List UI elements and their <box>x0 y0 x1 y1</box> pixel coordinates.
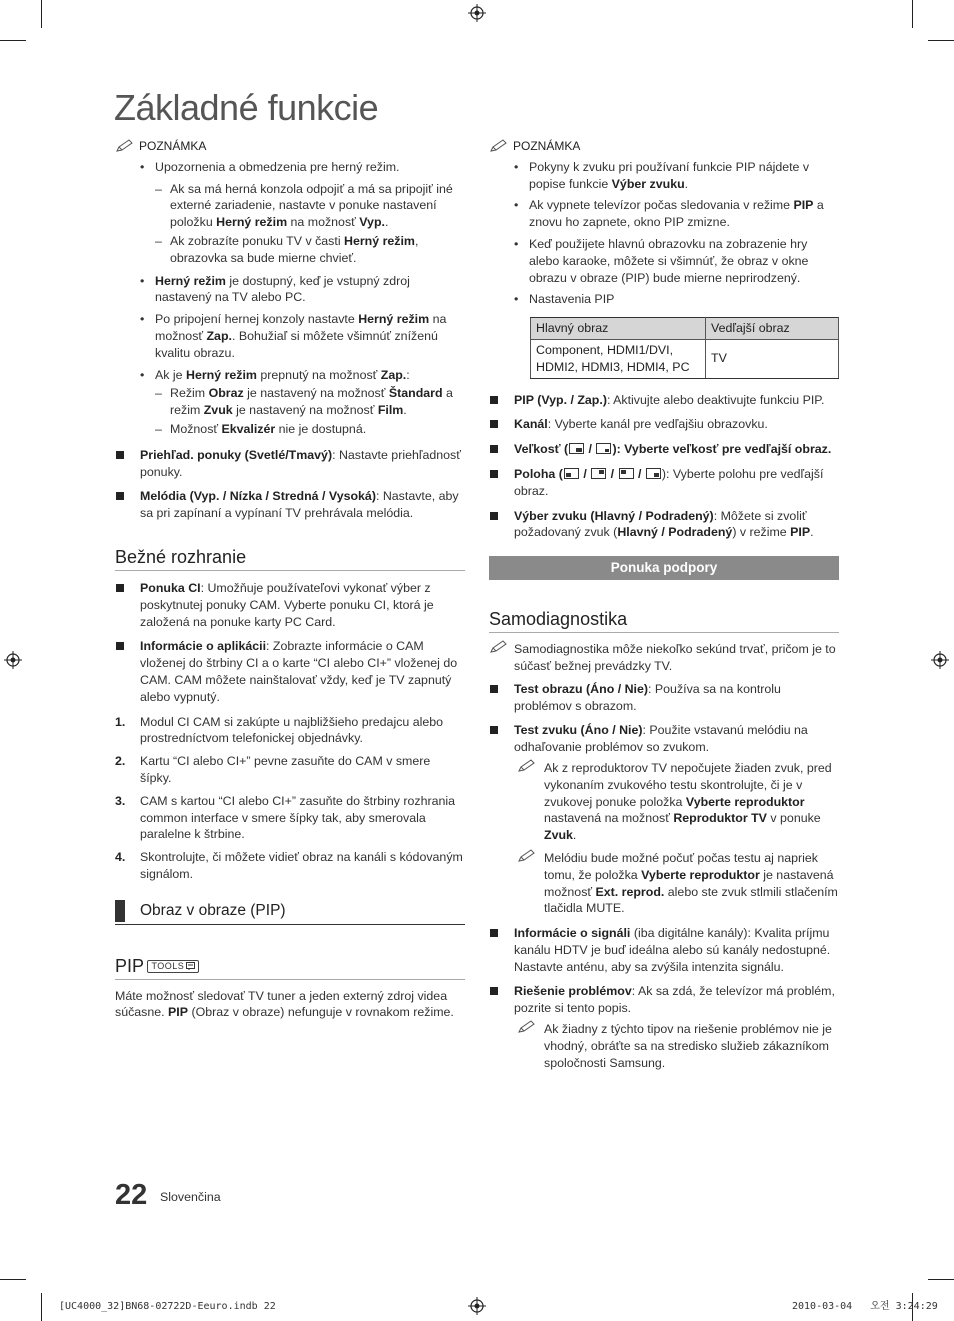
menu-option: Výber zvuku (Hlavný / Podradený): Môžete si zvoliť požadovaný zvuk (Hlavný / Podradený) v režime PIP. <box>489 508 839 542</box>
list-item: • Upozornenia a obmedzenia pre herný režim. <box>140 159 400 174</box>
menu-option: Priehľad. ponuky (Svetlé/Tmavý): Nastavte priehľadnosť ponuky. <box>115 447 465 481</box>
menu-option: Ponuka CI: Umožňuje používateľovi vykonať výber z poskytnutej ponuky CAM. Vyberte ponuku CI, ktorá je založená na ponuke karty PC Card. <box>115 580 465 630</box>
section-marker <box>115 900 125 922</box>
list-item: • Ak je Herný režim prepnutý na možnosť Zap.: <box>140 367 410 382</box>
menu-option: Poloha ( / / / ): Vyberte polohu pre vedľajší obraz. <box>489 466 839 500</box>
note: Ak z reproduktorov TV nepočujete žiaden zvuk, pred vykonaním zvukového testu skontrolujte, či je v zvukovej ponuke položka Vyberte reproduktor nastavená na možnosť Reproduktor TV v ponuke Zvuk. <box>489 760 839 844</box>
table-cell: Component, HDMI1/DVI, HDMI2, HDMI3, HDMI4, PC <box>531 339 706 378</box>
crop-mark <box>0 1279 26 1280</box>
numbered-step: 1. Modul CI CAM si zakúpte u najbližšieho predajcu alebo prostredníctvom telefonickej objednávky. <box>115 714 444 746</box>
registration-mark-icon <box>931 651 949 669</box>
section-heading-pip: Obraz v obraze (PIP) <box>115 902 465 925</box>
section-heading-self-diagnosis: Samodiagnostika <box>489 608 839 633</box>
pip-position-bottom-left-icon <box>564 468 579 479</box>
list-item: • Pokyny k zvuku pri používaní funkcie PIP nájdete v popise funkcie Výber zvuku. <box>514 159 810 191</box>
pip-settings-table <box>530 317 839 378</box>
menu-option: Informácie o signáli (iba digitálne kanály): Kvalita príjmu kanálu HDTV je buď ideálna alebo sú kanály nedostupné. Nastavte anténu, aby sa zvýšila intenzita signálu. <box>489 925 839 975</box>
list-item: • Keď použijete hlavnú obrazovku na zobrazenie hry alebo karaoke, môžete si všimnúť, že obraz v okne obrazu v obraze (PIP) bude mierne neprirodzený. <box>514 236 809 285</box>
section-heading-common-interface: Bežné rozhranie <box>115 546 465 571</box>
note-pencil-icon <box>489 640 509 654</box>
pip-heading: PIP TOOLS <box>115 955 465 980</box>
menu-option: Riešenie problémov: Ak sa zdá, že televízor má problém, pozrite si tento popis. <box>489 983 839 1017</box>
tools-menu-icon <box>186 962 195 970</box>
pip-size-small-icon <box>596 443 611 454</box>
note-heading <box>115 138 465 155</box>
crop-mark <box>41 1293 42 1321</box>
note-heading <box>489 138 839 155</box>
note-pencil-icon <box>517 759 537 773</box>
pip-position-top-right-icon <box>591 468 606 479</box>
language-label: Slovenčina <box>160 1190 221 1204</box>
registration-mark-icon <box>468 1297 486 1315</box>
list-item: – Ak sa má herná konzola odpojiť a má sa pripojiť iné externé zariadenie, nastavte v ponuke nastavení položku Herný režim na možnosť Vyp.. <box>155 181 453 230</box>
tools-badge: TOOLS <box>147 960 199 973</box>
print-footer-right: 2010-03-04 오전 3:24:29 <box>792 1301 938 1312</box>
note-label: POZNÁMKA <box>139 139 207 153</box>
list-item: • Po pripojení hernej konzoly nastavte Herný režim na možnosť Zap.. Bohužiaľ si môžete všimnúť zníženú kvalitu obrazu. <box>140 312 447 360</box>
list-item: – Režim Obraz je nastavený na možnosť Štandard a režim Zvuk je nastavený na možnosť Film. <box>155 386 453 418</box>
crop-mark <box>928 1279 954 1280</box>
pip-position-top-left-icon <box>619 468 634 479</box>
crop-mark <box>912 0 913 28</box>
list-item: • Herný režim je dostupný, keď je vstupný zdroj nastavený na TV alebo PC. <box>140 273 410 305</box>
numbered-step: 2. Kartu “CI alebo CI+” pevne zasuňte do CAM v smere šípky. <box>115 754 431 785</box>
list-item: – Možnosť Ekvalizér nie je dostupná. <box>155 421 367 436</box>
menu-option: Melódia (Vyp. / Nízka / Stredná / Vysoká): Nastavte, aby sa pri zapínaní a vypínaní TV prehrávala melódia. <box>115 488 465 522</box>
note-pencil-icon <box>115 139 135 153</box>
page-title: Základné funkcie <box>114 87 379 128</box>
menu-option: Veľkosť ( / ): Vyberte veľkosť pre vedľajší obraz. <box>489 441 839 458</box>
note-pencil-icon <box>517 849 537 863</box>
crop-mark <box>0 40 26 41</box>
list-item: • Ak vypnete televízor počas sledovania v režime PIP a znovu ho zapnete, okno PIP zmizne. <box>514 198 824 230</box>
note-pencil-icon <box>517 1020 537 1034</box>
menu-option: Test zvuku (Áno / Nie): Použite vstavanú melódiu na odhaľovanie problémov so zvukom. <box>489 722 839 756</box>
menu-option: Kanál: Vyberte kanál pre vedľajšiu obrazovku. <box>489 416 839 433</box>
pip-position-bottom-right-icon <box>646 468 661 479</box>
numbered-step: 4. Skontrolujte, či môžete vidieť obraz na kanáli s kódovaným signálom. <box>115 850 463 881</box>
note: Melódiu bude možné počuť počas testu aj napriek tomu, že položka Vyberte reproduktor je nastavená možnosť Ext. reprod. alebo ste zvuk stlmili stlačením tlačidla MUTE. <box>489 850 839 917</box>
menu-option: Informácie o aplikácii: Zobrazte informácie o CAM vloženej do štrbiny CI a o karte “CI alebo CI+” vloženej do CAM. CAM môžete nainštalovať vždy, keď je TV zapnutý alebo vypnutý. <box>115 638 465 705</box>
left-column <box>115 138 465 1021</box>
crop-mark <box>928 40 954 41</box>
pip-description: Máte možnosť sledovať TV tuner a jeden externý zdroj videa súčasne. PIP (Obraz v obraze) nefunguje v rovnakom režime. <box>115 988 454 1020</box>
note-label: POZNÁMKA <box>513 139 581 153</box>
list-item: • Nastavenia PIP <box>514 292 615 307</box>
note: Samodiagnostika môže niekoľko sekúnd trvať, pričom je to súčasť bežnej prevádzky TV. <box>489 641 839 675</box>
print-footer-left: [UC4000_32]BN68-02722D-Eeuro.indb 22 <box>59 1301 276 1312</box>
list-item: – Ak zobrazíte ponuku TV v časti Herný režim, obrazovka sa bude mierne chvieť. <box>155 233 419 265</box>
note-pencil-icon <box>489 139 509 153</box>
right-column <box>489 138 839 1077</box>
menu-option: PIP (Vyp. / Zap.): Aktivujte alebo deaktivujte funkciu PIP. <box>489 392 839 409</box>
note: Ak žiadny z týchto tipov na riešenie problémov nie je vhodný, obráťte sa na stredisko služieb zákazníkom spoločnosti Samsung. <box>489 1021 839 1071</box>
table-cell: TV <box>706 339 839 378</box>
numbered-step: 3. CAM s kartou “CI alebo CI+” zasuňte do štrbiny rozhrania common interface v smere šípky tak, aby smerovala paralelne k štrbine. <box>115 793 456 842</box>
menu-option: Test obrazu (Áno / Nie): Používa sa na kontrolu problémov s obrazom. <box>489 681 839 715</box>
registration-mark-icon <box>468 4 486 22</box>
table-header: Hlavný obraz <box>531 318 706 340</box>
support-menu-banner: Ponuka podpory <box>489 556 839 580</box>
crop-mark <box>41 0 42 28</box>
pip-size-large-icon <box>569 443 584 454</box>
registration-mark-icon <box>4 651 22 669</box>
page-number: 22 <box>115 1179 148 1211</box>
table-header: Vedľajší obraz <box>706 318 839 340</box>
